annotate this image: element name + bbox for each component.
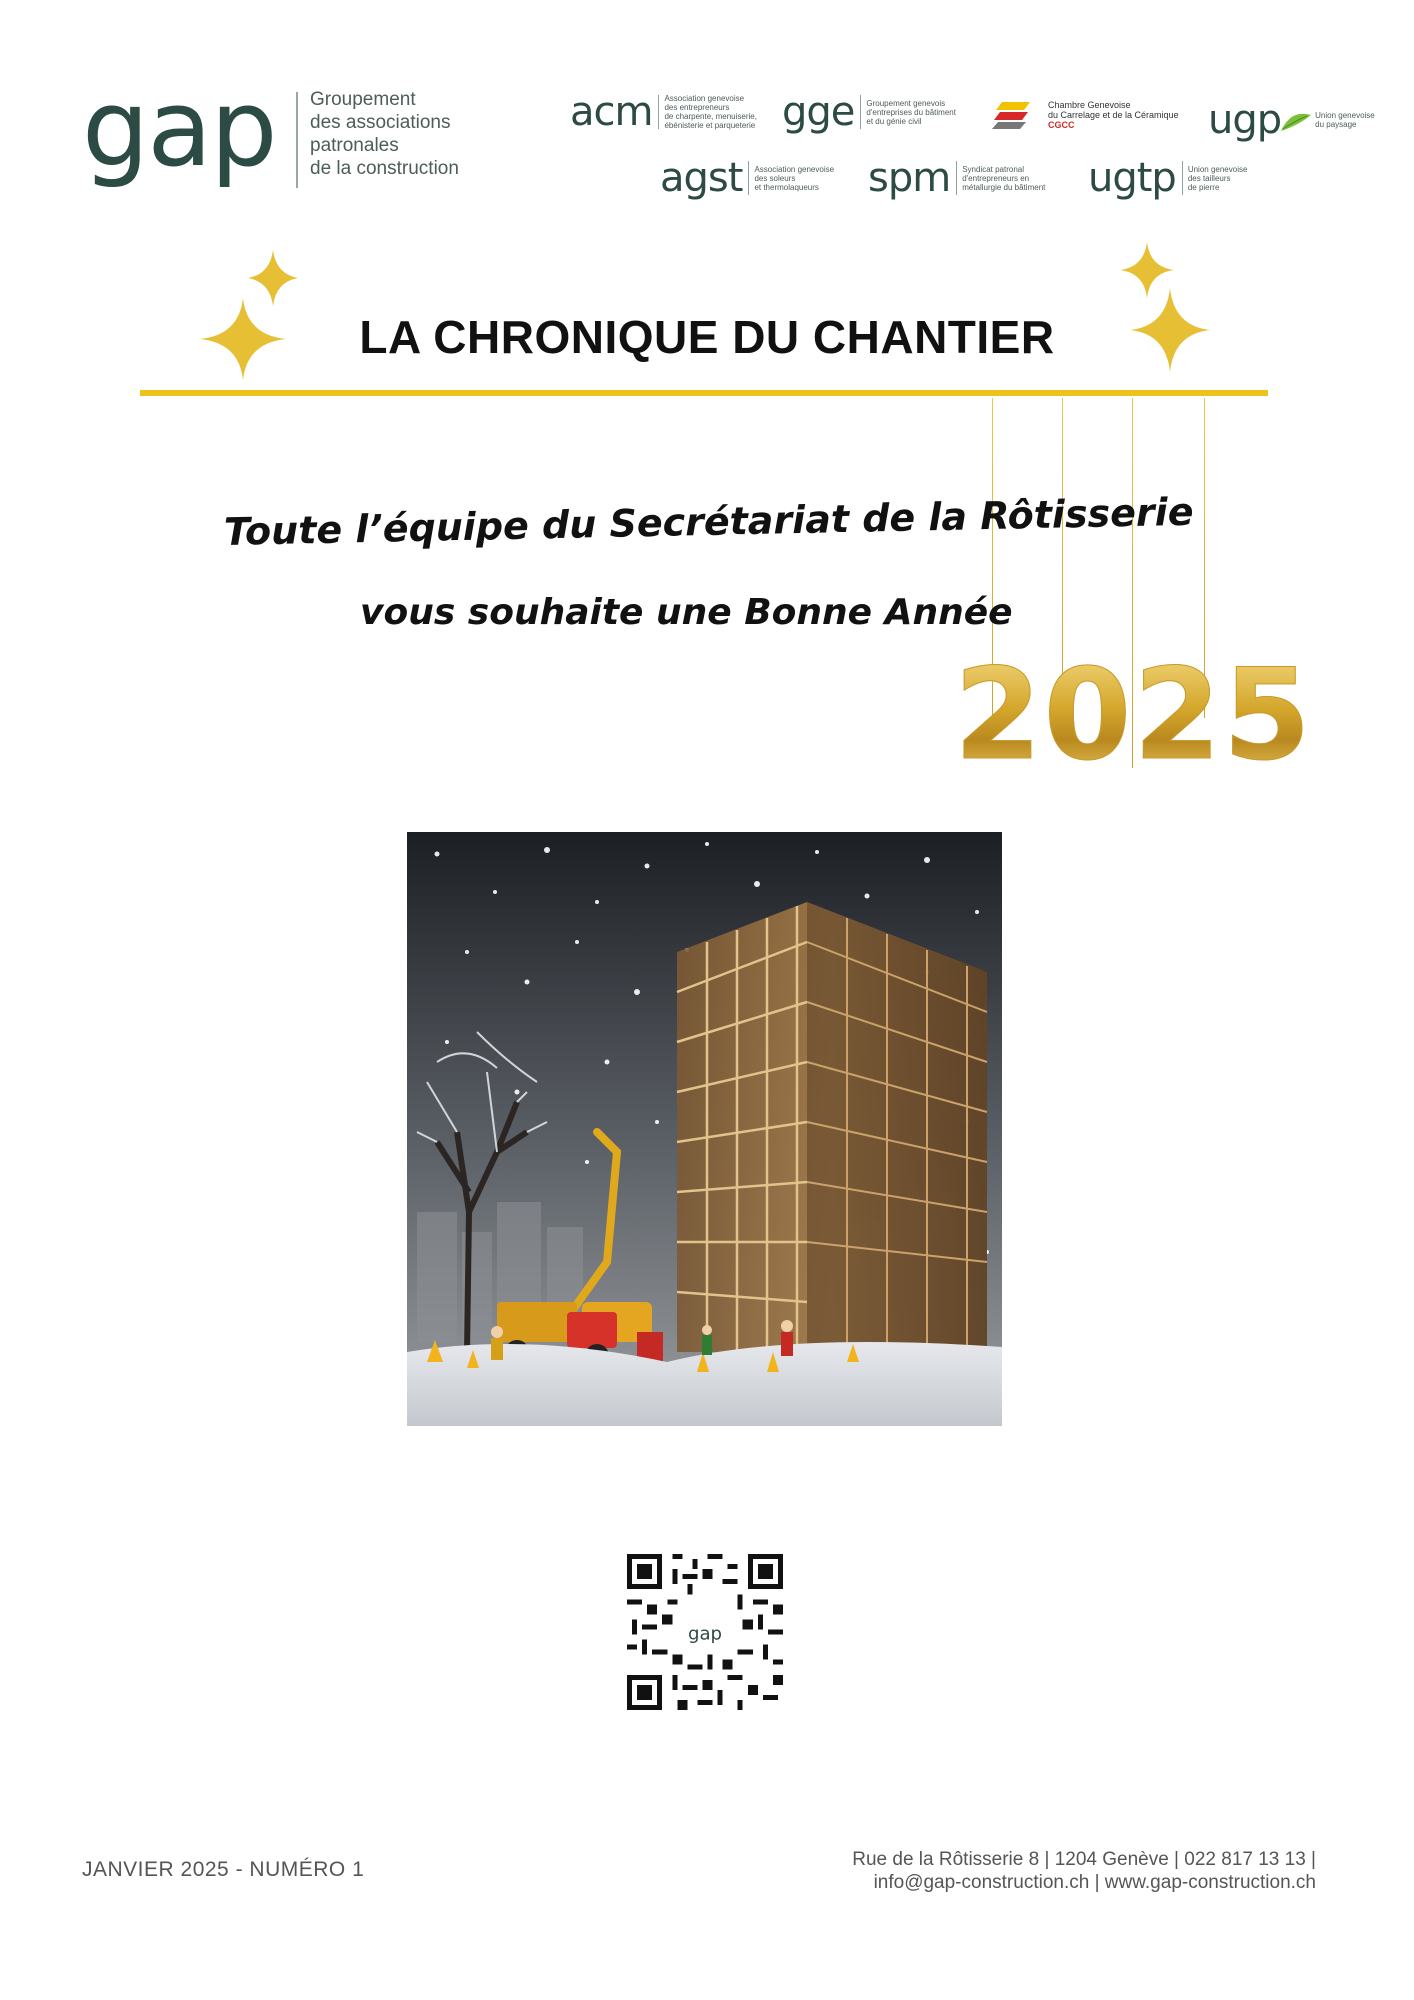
gap-logo-wordmark: gap bbox=[82, 67, 276, 190]
cgcc-abbr: CGCC bbox=[1048, 120, 1075, 130]
address-line: Rue de la Rôtisserie 8 | 1204 Genève | 022 817 13 13 | bbox=[852, 1849, 1316, 1870]
partner-abbr: spm bbox=[868, 155, 951, 201]
gap-logo bbox=[82, 67, 502, 194]
partner-description: Syndicat patronal d'entrepreneurs en métallurgie du bâtiment bbox=[962, 164, 1046, 192]
gap-logo-divider bbox=[296, 92, 298, 188]
cgcc-line: du Carrelage et de la Céramique bbox=[1048, 110, 1179, 120]
greeting-line-2: vous souhaite une Bonne Année bbox=[360, 592, 1013, 633]
gap-desc-line: Groupement bbox=[310, 89, 416, 110]
partner-abbr: gge bbox=[782, 89, 855, 135]
partner-description: Association genevoise des entrepreneurs de charpente, menuiserie, ébénisterie et parqueterie bbox=[664, 94, 757, 130]
partner-abbr: ugp bbox=[1208, 97, 1282, 143]
partner-logo-ugp bbox=[1208, 97, 1375, 143]
partner-description: Groupement genevois d'entreprises du bâtiment et du génie civil bbox=[866, 98, 956, 126]
partner-description: Union genevoise des tailleurs de pierre bbox=[1187, 164, 1248, 192]
partner-divider bbox=[860, 95, 861, 129]
partner-divider bbox=[658, 95, 659, 129]
partner-logo-acm bbox=[570, 89, 757, 135]
partner-description: Association genevoise des soleurs et thermolaqueurs bbox=[754, 164, 835, 192]
gap-desc-line: des associations bbox=[310, 112, 451, 133]
construction-site-illustration bbox=[407, 832, 1002, 1426]
partner-divider bbox=[748, 161, 749, 195]
partner-divider bbox=[956, 161, 957, 195]
contact-address bbox=[852, 1848, 1316, 1894]
partner-logo-ugtp bbox=[1088, 155, 1248, 201]
gap-desc-line: de la construction bbox=[310, 158, 459, 179]
partner-abbr: agst bbox=[660, 155, 743, 201]
partner-logo-cgcc bbox=[990, 100, 1179, 130]
issue-label: JANVIER 2025 - NUMÉRO 1 bbox=[82, 1858, 365, 1881]
qr-center-label: gap bbox=[687, 1623, 723, 1645]
partner-abbr: acm bbox=[570, 89, 653, 135]
partner-logo-spm bbox=[868, 155, 1046, 201]
leaf-icon bbox=[1279, 105, 1313, 135]
contact-line: info@gap-construction.ch | www.gap-construction.ch bbox=[873, 1872, 1316, 1893]
cgcc-line: Chambre Genevoise bbox=[1048, 100, 1131, 110]
partner-description: Union genevoise du paysage bbox=[1315, 111, 1375, 129]
gap-desc-line: patronales bbox=[310, 135, 399, 156]
qr-code[interactable] bbox=[627, 1554, 783, 1710]
partner-logo-agst bbox=[660, 155, 835, 201]
year-2025 bbox=[954, 641, 1313, 788]
partner-abbr: ugtp bbox=[1088, 155, 1176, 201]
title-underline bbox=[140, 390, 1268, 396]
partner-logo-gge bbox=[782, 89, 956, 135]
greeting-line-1: Toute l’équipe du Secrétariat de la Rôtisserie bbox=[223, 489, 1194, 554]
page-title: LA CHRONIQUE DU CHANTIER bbox=[359, 311, 1055, 363]
partner-divider bbox=[1182, 161, 1183, 195]
cgcc-description bbox=[1048, 100, 1179, 130]
gap-logo-description bbox=[310, 88, 459, 180]
year-digits: 2025 bbox=[954, 641, 1313, 788]
cgcc-tile-icon bbox=[990, 100, 1044, 130]
